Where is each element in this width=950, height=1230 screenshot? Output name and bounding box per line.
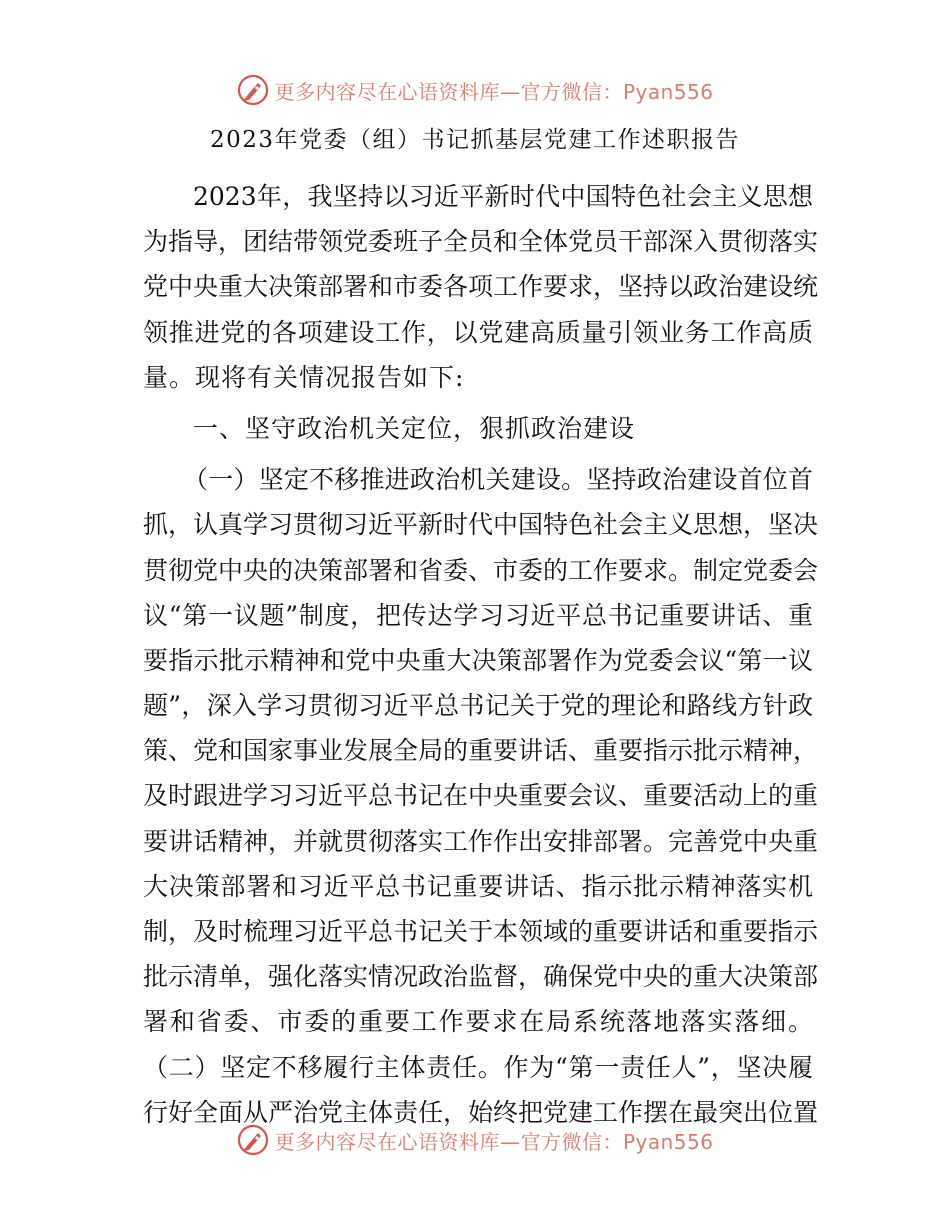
paragraph-line: 贯彻党中央的决策部署和省委、市委的工作要求。制定党委会 (143, 555, 819, 585)
paragraph-line: 量。现将有关情况报告如下: (143, 362, 465, 392)
paragraph-line: 2023年，我坚持以习近平新时代中国特色社会主义思想 (193, 182, 813, 211)
watermark-text: 更多内容尽在心语资料库—官方微信：Pyan556 (274, 79, 714, 104)
paragraph-line: 行好全面从严治党主体责任，始终把党建工作摆在最突出位置 (143, 1097, 819, 1127)
paragraph-line: 要讲话精神，并就贯彻落实工作作出安排部署。完善党中央重 (143, 826, 819, 856)
pen-nib-circle-icon (236, 1123, 270, 1157)
watermark-text: 更多内容尽在心语资料库—官方微信：Pyan556 (274, 1129, 714, 1154)
paragraph-line: 党中央重大决策部署和市委各项工作要求，坚持以政治建设统 (143, 272, 819, 302)
paragraph-line: 署和省委、市委的重要工作要求在局系统落地落实落细。 (143, 1007, 813, 1037)
document-title: 2023年党委（组）书记抓基层党建工作述职报告 (209, 127, 741, 153)
paragraph-line: 大决策部署和习近平总书记重要讲话、指示批示精神落实机 (143, 871, 813, 901)
paragraph-line: 及时跟进学习习近平总书记在中央重要会议、重要活动上的重 (143, 781, 819, 811)
paragraph-line: 议“第一议题”制度，把传达学习习近平总书记重要讲话、重 (143, 600, 813, 630)
paragraph-line: 批示清单，强化落实情况政治监督，确保党中央的重大决策部 (143, 962, 819, 992)
document-body (143, 174, 819, 1135)
section-heading: 一、坚守政治机关定位，狠抓政治建设 (193, 413, 636, 443)
paragraph-line: 制，及时梳理习近平总书记关于本领域的重要讲话和重要指示 (143, 917, 819, 946)
subsection-line: （一）坚定不移推进政治机关建设。坚持政治建设首位首 (183, 465, 813, 495)
paragraph-line: 为指导，团结带领党委班子全员和全体党员干部深入贯彻落实 (143, 227, 819, 257)
paragraph-line: 要指示批示精神和党中央重大决策部署作为党委会议“第一议 (143, 645, 813, 675)
paragraph-line: 题”，深入学习贯彻习近平总书记关于党的理论和路线方针政 (143, 691, 813, 721)
paragraph-line: 抓，认真学习贯彻习近平新时代中国特色社会主义思想，坚决 (143, 510, 819, 540)
subsection-line: （二）坚定不移履行主体责任。作为“第一责任人”，坚决履 (143, 1052, 813, 1082)
paragraph-line: 策、党和国家事业发展全局的重要讲话、重要指示批示精神， (143, 736, 819, 766)
paragraph-line: 领推进党的各项建设工作，以党建高质量引领业务工作高质 (143, 317, 813, 347)
header-watermark (0, 70, 950, 110)
pen-nib-circle-icon (236, 73, 270, 107)
footer-watermark (0, 1120, 950, 1160)
